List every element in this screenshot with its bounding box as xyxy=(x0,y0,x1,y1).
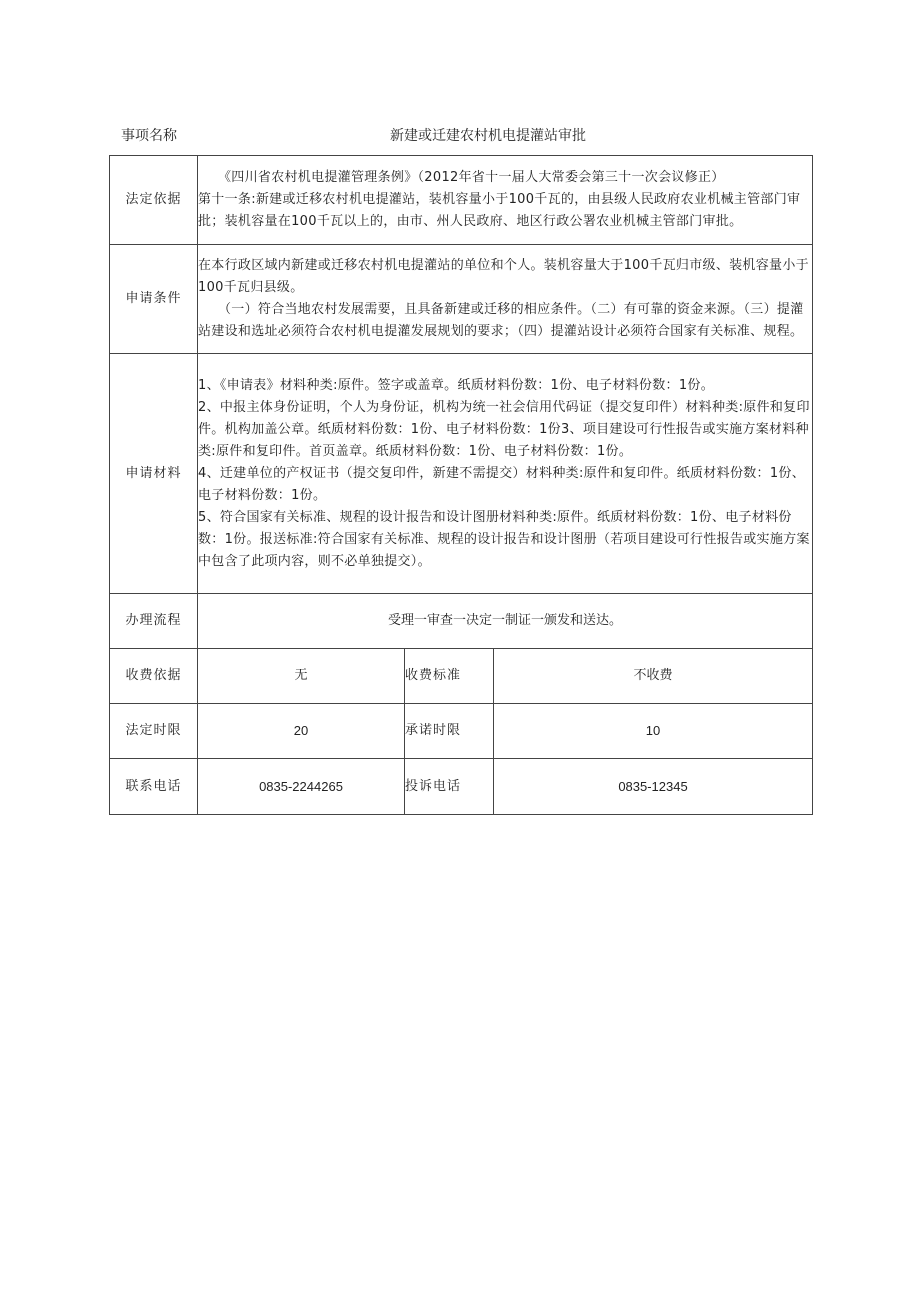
contact-row xyxy=(110,759,813,815)
item-name-value: 新建或迁建农村机电提灌站审批 xyxy=(390,128,586,144)
conditions-row xyxy=(110,245,813,354)
promised-time-limit-value: 10 xyxy=(494,704,813,759)
promised-time-limit-label: 承诺时限 xyxy=(405,704,494,759)
materials-line: 1、《申请表》材料种类:原件。签字或盖章。纸质材料份数：1份、电子材料份数：1份。 xyxy=(198,377,714,393)
complaint-phone-label: 投诉电话 xyxy=(405,759,494,815)
conditions-line: 在本行政区域内新建或迁移农村机电提灌站的单位和个人。装机容量大于100千瓦归市级、装机容量小于100千瓦归县级。 xyxy=(198,258,809,295)
legal-time-limit-label: 法定时限 xyxy=(110,704,198,759)
legal-basis-label: 法定依据 xyxy=(110,156,198,245)
materials-line: 4、迁建单位的产权证书（提交复印件，新建不需提交）材料种类:原件和复印件。纸质材料份数：1份、电子材料份数：1份。 xyxy=(198,465,806,503)
process-value: 受理一审查一决定一制证一颁发和送达。 xyxy=(198,594,813,649)
fee-row xyxy=(110,649,813,704)
complaint-phone-value: 0835-12345 xyxy=(494,759,813,815)
process-label: 办理流程 xyxy=(110,594,198,649)
legal-time-limit-value: 20 xyxy=(198,704,405,759)
legal-basis-line: 《四川省农村机电提灌管理条例》（2012年省十一届人大常委会第三十一次会议修正） xyxy=(218,170,725,185)
materials-line: 2、中报主体身份证明，个人为身份证，机构为统一社会信用代码证（提交复印件）材料种类:原件和复印件。机构加盖公章。纸质材料份数：1份、电子材料份数：1份3、项目建设可行性报告或实施方案材料种类:原件和复印件。首页盖章。纸质材料份数：1份、电子材料份数：1份。 xyxy=(198,399,810,459)
fee-standard-value: 不收费 xyxy=(494,649,813,704)
approval-info-table xyxy=(109,155,813,815)
fee-basis-label: 收费依据 xyxy=(110,649,198,704)
contact-phone-value: 0835-2244265 xyxy=(198,759,405,815)
legal-basis-line: 第十一条:新建或迁移农村机电提灌站，装机容量小于100千瓦的，由县级人民政府农业机械主管部门审批；装机容量在100千瓦以上的，由市、州人民政府、地区行政公署农业机械主管部门审批。 xyxy=(198,192,801,229)
materials-line: 5、符合国家有关标准、规程的设计报告和设计图册材料种类:原件。纸质材料份数：1份、电子材料份数：1份。报送标准:符合国家有关标准、规程的设计报告和设计图册（若项目建设可行性报告或实施方案中包含了此项内容，则不必单独提交）。 xyxy=(198,509,810,569)
conditions-line: （一）符合当地农村发展需要，且具备新建或迁移的相应条件。（二）有可靠的资金来源。（三）提灌站建设和选址必须符合农村机电提灌发展规划的要求；（四）提灌站设计必须符合国家有关标准、规程。 xyxy=(198,302,804,339)
materials-row xyxy=(110,354,813,594)
process-row xyxy=(110,594,813,649)
legal-basis-content xyxy=(198,156,813,245)
materials-content xyxy=(198,354,813,594)
contact-phone-label: 联系电话 xyxy=(110,759,198,815)
conditions-label: 申请条件 xyxy=(110,245,198,354)
time-limit-row xyxy=(110,704,813,759)
conditions-content xyxy=(198,245,813,354)
legal-basis-row xyxy=(110,156,813,245)
item-name-label: 事项名称 xyxy=(121,128,177,144)
materials-label: 申请材料 xyxy=(110,354,198,594)
fee-standard-label: 收费标准 xyxy=(405,649,494,704)
fee-basis-value: 无 xyxy=(198,649,405,704)
